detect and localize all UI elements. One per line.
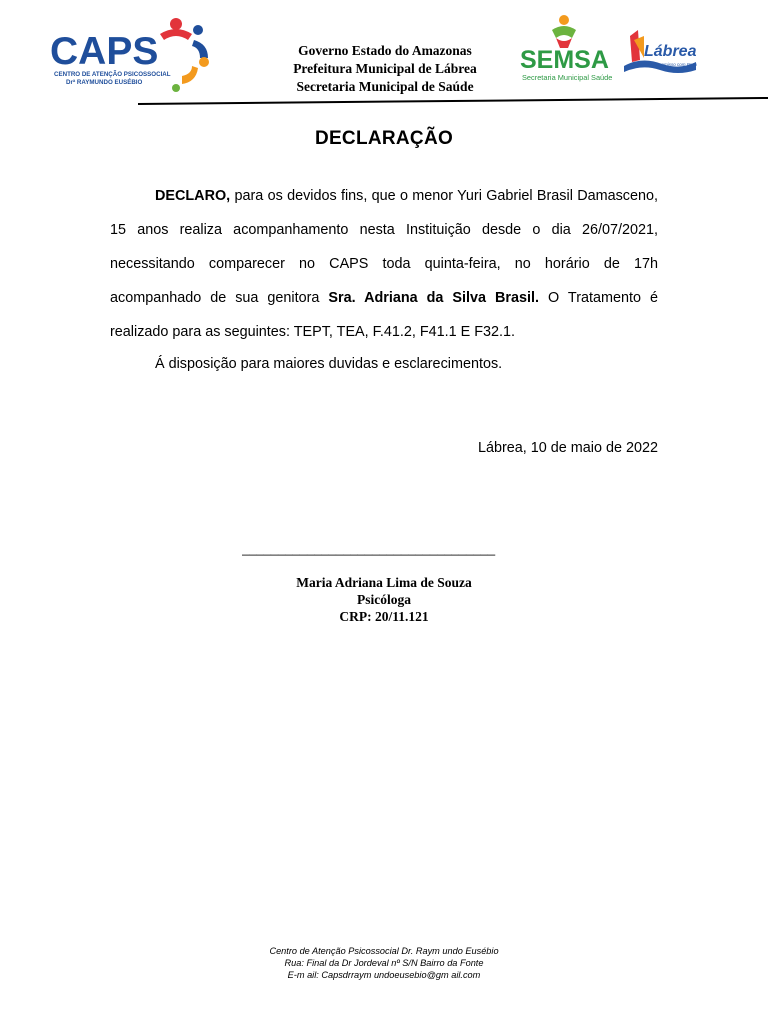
header-line-secretariat: Secretaria Municipal de Saúde — [296, 79, 474, 94]
footer-address: Rua: Final da Dr Jordeval nº S/N Bairro da Fonte — [284, 958, 484, 968]
signature-block — [234, 574, 534, 625]
footer-institution: Centro de Atenção Psicossocial Dr. Raym undo Eusébio — [269, 946, 499, 956]
caps-logo-subtitle-2: Drª RAYMUNDO EUSÉBIO — [66, 79, 143, 86]
declaration-text-b: O Tratamento é realizado para as seguintes: TEPT, TEA, F.41.2, F41.1 E F32.1. — [110, 290, 658, 340]
signature-line: ___________________________________ — [242, 541, 496, 556]
labrea-logo — [622, 26, 698, 76]
labrea-logo-text: Lábrea — [644, 43, 697, 60]
footer — [200, 945, 568, 981]
signatory-name: Maria Adriana Lima de Souza — [296, 575, 472, 590]
header-line-government: Governo Estado do Amazonas — [298, 43, 472, 58]
header-divider — [138, 96, 768, 106]
declaration-text-a: para os devidos fins, que o menor Yuri Gabriel Brasil Damasceno, 15 anos realiza acompanhamento nesta Instituição desde o dia 26/07/2021, necessitando comparecer no CAPS toda quinta-feira, no horário de 17h acompanhado de sua genitora — [110, 188, 658, 306]
signatory-role: Psicóloga — [357, 592, 411, 607]
declaration-paragraph — [110, 179, 658, 349]
header-line-prefecture: Prefeitura Municipal de Lábrea — [293, 61, 477, 76]
semsa-logo-text: SEMSA — [520, 46, 609, 74]
semsa-logo — [516, 14, 612, 84]
header-institution-block — [262, 42, 508, 96]
caps-logo-text: CAPS — [50, 30, 159, 73]
guardian-name: Sra. Adriana da Silva Brasil. — [328, 290, 540, 306]
footer-email: E-m ail: Capsdrraym undoeusebio@gm ail.com — [287, 970, 481, 980]
signatory-crp: CRP: 20/11.121 — [339, 609, 429, 624]
semsa-logo-subtitle: Secretaria Municipal Saúde — [522, 73, 612, 82]
date-line: Lábrea, 10 de maio de 2022 — [477, 440, 658, 456]
document-title: DECLARAÇÃO — [314, 128, 454, 149]
declaration-lead: DECLARO, — [155, 188, 231, 204]
labrea-logo-tagline: Compromisso com Povo — [648, 62, 698, 67]
availability-paragraph: Á disposição para maiores duvidas e esclarecimentos. — [155, 356, 503, 372]
caps-logo-subtitle-1: CENTRO DE ATENÇÃO PSICOSSOCIAL — [54, 71, 171, 78]
caps-logo — [48, 16, 212, 92]
